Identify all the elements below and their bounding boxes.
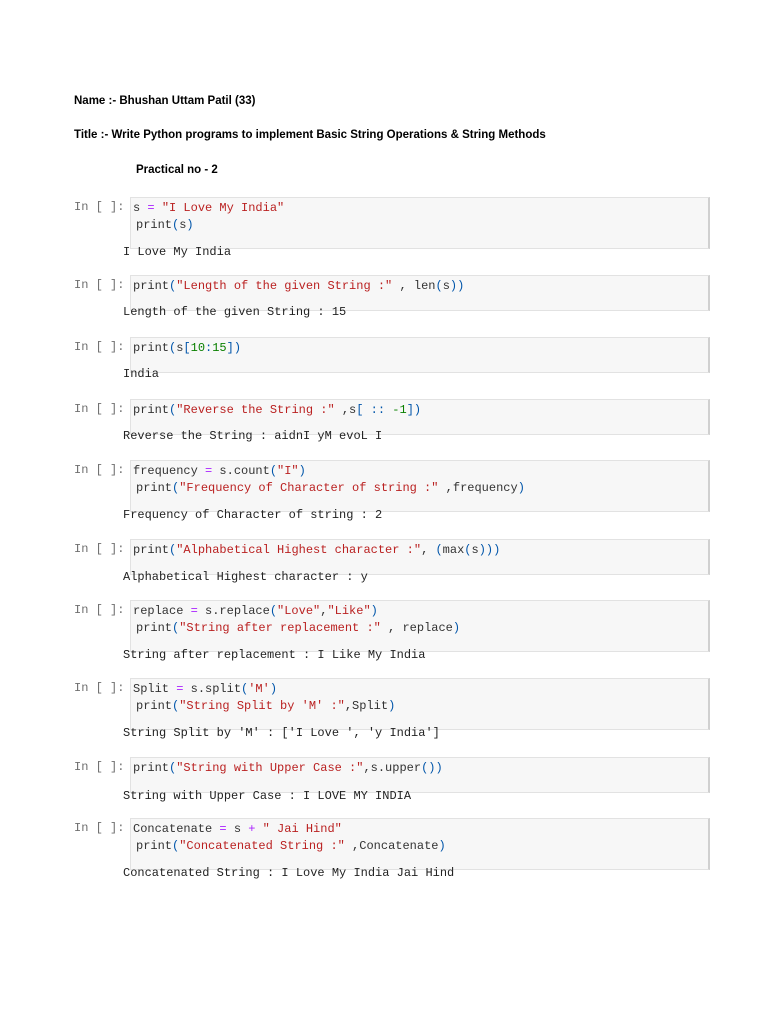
code-token: (	[169, 403, 177, 417]
code-token: print	[133, 403, 170, 417]
code-token: frequency	[133, 464, 206, 478]
code-token: (	[169, 341, 177, 355]
code-token: (	[241, 682, 249, 696]
code-token: "Concatenated String :"	[179, 839, 345, 853]
code-line	[133, 480, 708, 497]
code-line	[133, 402, 708, 419]
code-line	[133, 681, 708, 698]
code-token: )	[269, 682, 278, 696]
code-token: s	[176, 341, 184, 355]
code-token: )	[186, 218, 194, 232]
code-token: "String after replacement :"	[179, 621, 381, 635]
cell-prompt: In [ ]:	[74, 542, 125, 556]
cell-prompt: In [ ]:	[74, 340, 125, 354]
code-token: "Like"	[327, 604, 371, 618]
code-token: , replace	[380, 621, 453, 635]
code-token: Concatenate	[133, 822, 220, 836]
code-token: (	[169, 543, 177, 557]
code-token: "String with Upper Case :"	[176, 761, 364, 775]
code-token	[255, 822, 262, 836]
code-token: s	[133, 201, 148, 215]
cell-prompt: In [ ]:	[74, 821, 125, 835]
code-input[interactable]	[130, 600, 710, 652]
code-line	[133, 542, 708, 559]
code-line	[133, 838, 708, 855]
code-token: , len	[392, 279, 436, 293]
cell-output: Concatenated String : I Love My India Jai Hind	[123, 866, 455, 880]
code-token: print	[136, 699, 173, 713]
code-token: (	[435, 279, 443, 293]
code-token: print	[133, 761, 170, 775]
code-token: ,	[421, 543, 436, 557]
code-line	[133, 760, 708, 777]
code-token: print	[133, 279, 170, 293]
cell-output: Reverse the String : aidnI yM evoL I	[123, 429, 383, 443]
code-token: )))	[478, 543, 501, 557]
code-line	[133, 200, 708, 217]
code-token: ,Concatenate	[344, 839, 439, 853]
code-token: s	[471, 543, 479, 557]
code-input[interactable]	[130, 818, 710, 870]
code-token: (	[435, 543, 443, 557]
code-token: =	[147, 201, 155, 215]
code-token: ))	[449, 279, 465, 293]
code-line	[133, 340, 708, 357]
code-line	[133, 620, 708, 637]
code-token: 'M'	[248, 682, 270, 696]
cell-output: Frequency of Character of string : 2	[123, 508, 383, 522]
cell-prompt: In [ ]:	[74, 402, 125, 416]
code-token: print	[136, 621, 173, 635]
code-token: (	[172, 839, 180, 853]
code-token: ,frequency	[438, 481, 518, 495]
code-token: s.count	[212, 464, 270, 478]
code-token: (	[172, 218, 180, 232]
code-token: s.replace	[197, 604, 270, 618]
code-input[interactable]	[130, 460, 710, 512]
code-token: "Alphabetical Highest character :"	[176, 543, 422, 557]
code-line	[133, 278, 708, 295]
code-token: +	[248, 822, 256, 836]
code-token: =	[219, 822, 227, 836]
code-input[interactable]	[130, 678, 710, 730]
code-token: "String Split by 'M' :"	[179, 699, 345, 713]
code-token: [	[183, 341, 191, 355]
code-token: s	[442, 279, 450, 293]
code-token: 15	[212, 341, 227, 355]
code-token: ])	[406, 403, 422, 417]
code-line	[133, 698, 708, 715]
code-token: )	[452, 621, 461, 635]
code-token: "Love"	[277, 604, 321, 618]
code-token: s	[226, 822, 249, 836]
code-token: 10	[190, 341, 206, 355]
code-token: ,	[320, 604, 328, 618]
cell-output: String after replacement : I Like My India	[123, 648, 426, 662]
code-token: =	[176, 682, 184, 696]
code-token: " Jai Hind"	[262, 822, 342, 836]
code-token	[155, 201, 162, 215]
code-line	[133, 217, 708, 234]
cell-output: String Split by 'M' : ['I Love ', 'y India']	[123, 726, 440, 740]
code-token: s	[179, 218, 187, 232]
code-token: "Frequency of Character of string :"	[179, 481, 439, 495]
code-token: Split	[133, 682, 177, 696]
code-token: replace	[133, 604, 191, 618]
code-token: ,s	[334, 403, 357, 417]
code-token: print	[136, 481, 173, 495]
code-token: (	[172, 699, 180, 713]
code-token: [ ::	[356, 403, 393, 417]
code-line	[133, 821, 708, 838]
cell-output: String with Upper Case : I LOVE MY INDIA	[123, 789, 412, 803]
code-token: (	[172, 621, 180, 635]
code-line	[133, 603, 708, 620]
code-token: print	[136, 839, 173, 853]
code-token: (	[269, 464, 278, 478]
code-token: -1	[392, 403, 407, 417]
student-name: Name :- Bhushan Uttam Patil (33)	[74, 95, 256, 107]
code-token: )	[517, 481, 525, 495]
code-token: max	[442, 543, 465, 557]
cell-prompt: In [ ]:	[74, 278, 125, 292]
code-input[interactable]	[130, 197, 710, 249]
document-title: Title :- Write Python programs to implement Basic String Operations & String Methods	[74, 129, 546, 141]
code-token: ,s.upper	[363, 761, 422, 775]
code-token: ,Split	[344, 699, 389, 713]
cell-prompt: In [ ]:	[74, 603, 125, 617]
cell-output: Alphabetical Highest character : y	[123, 570, 368, 584]
code-token: (	[169, 279, 177, 293]
code-token: "I"	[277, 464, 299, 478]
code-line	[133, 463, 708, 480]
code-token: ])	[226, 341, 242, 355]
code-token: (	[172, 481, 180, 495]
cell-output: I Love My India	[123, 245, 232, 259]
code-token: ())	[421, 761, 443, 775]
code-token: )	[370, 604, 378, 618]
code-token: =	[190, 604, 198, 618]
code-token: print	[133, 341, 170, 355]
code-token: :	[205, 341, 213, 355]
cell-prompt: In [ ]:	[74, 681, 125, 695]
code-token: "Length of the given String :"	[176, 279, 393, 293]
code-token: (	[464, 543, 472, 557]
code-token: )	[388, 699, 396, 713]
code-token: "I Love My India"	[161, 201, 285, 215]
practical-number: Practical no - 2	[136, 164, 218, 176]
cell-prompt: In [ ]:	[74, 463, 125, 477]
code-token: (	[169, 761, 177, 775]
code-token: (	[269, 604, 278, 618]
code-token: )	[298, 464, 306, 478]
code-token: print	[133, 543, 170, 557]
cell-prompt: In [ ]:	[74, 200, 125, 214]
code-token: "Reverse the String :"	[176, 403, 335, 417]
cell-prompt: In [ ]:	[74, 760, 125, 774]
cell-output: India	[123, 367, 160, 381]
code-token: =	[205, 464, 213, 478]
code-token: print	[136, 218, 173, 232]
code-token: s.split	[183, 682, 242, 696]
code-input[interactable]	[130, 337, 710, 373]
code-token: )	[438, 839, 446, 853]
code-input[interactable]	[130, 757, 710, 793]
cell-output: Length of the given String : 15	[123, 305, 347, 319]
